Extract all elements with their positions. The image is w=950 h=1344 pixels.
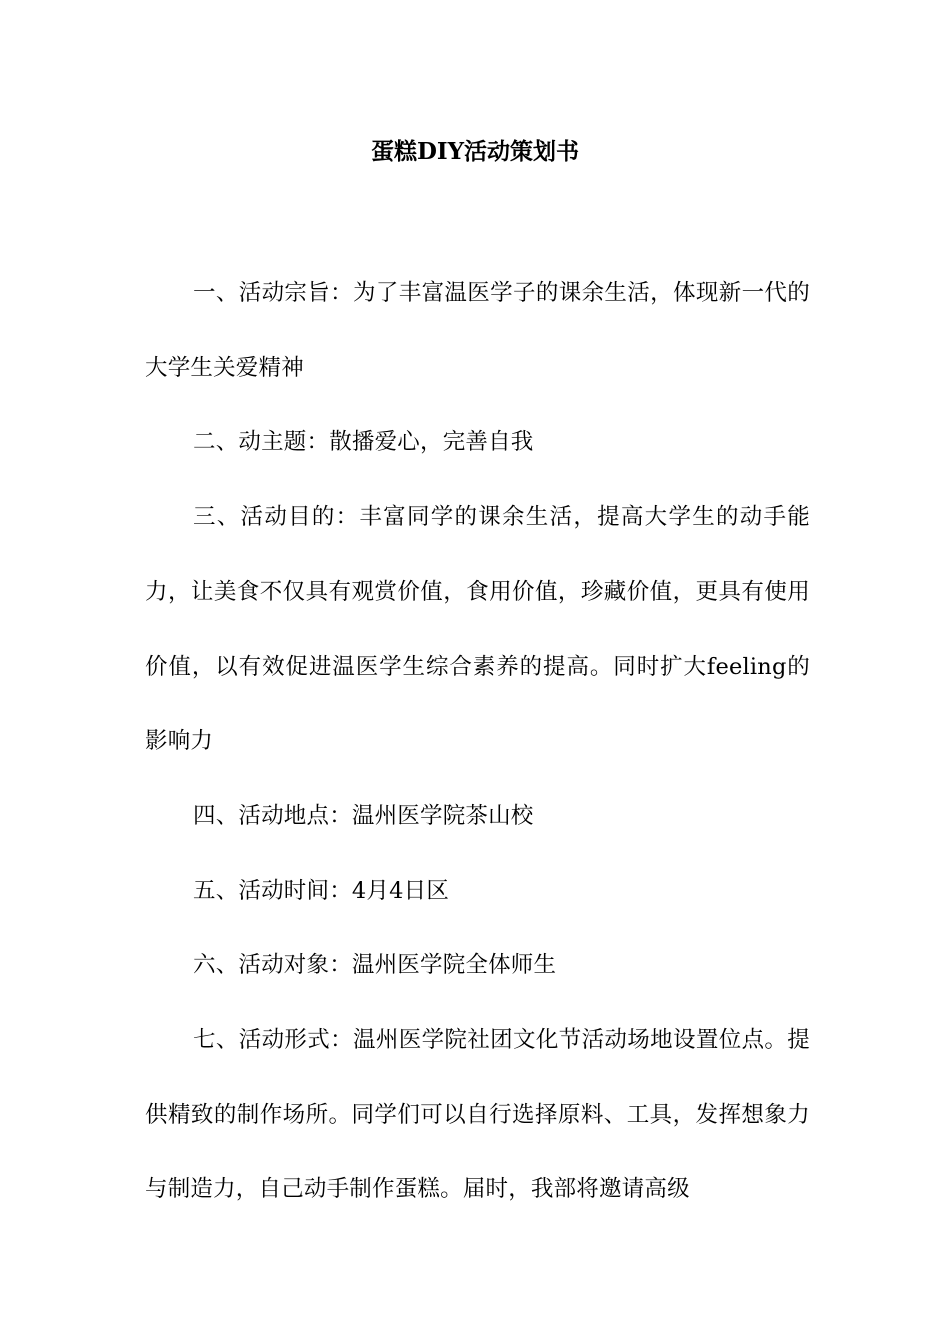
paragraph-purpose: 一、活动宗旨：为了丰富温医学子的课余生活，体现新一代的大学生关爱精神 bbox=[145, 280, 810, 381]
paragraph-goal: 三、活动目的：丰富同学的课余生活，提高大学生的动手能力，让美食不仅具有观赏价值，食用价值，珍藏价值，更具有使用价值，以有效促进温医学生综合素养的提高。同时扩大feeling的影响力 bbox=[145, 504, 810, 755]
document-title: 蛋糕DIY活动策划书 bbox=[370, 138, 580, 165]
document-body bbox=[145, 256, 810, 1227]
paragraph-audience: 六、活动对象：温州医学院全体师生 bbox=[193, 952, 557, 979]
paragraph-time: 五、活动时间：4月4日区 bbox=[193, 877, 450, 904]
paragraph-format: 七、活动形式：温州医学院社团文化节活动场地设置位点。提供精致的制作场所。同学们可以自行选择原料、工具，发挥想象力与制造力，自己动手制作蛋糕。届时，我部将邀请高级 bbox=[145, 1027, 810, 1203]
paragraph-location: 四、活动地点：温州医学院茶山校 bbox=[193, 802, 534, 829]
paragraph-theme: 二、动主题：散播爱心，完善自我 bbox=[193, 429, 534, 456]
